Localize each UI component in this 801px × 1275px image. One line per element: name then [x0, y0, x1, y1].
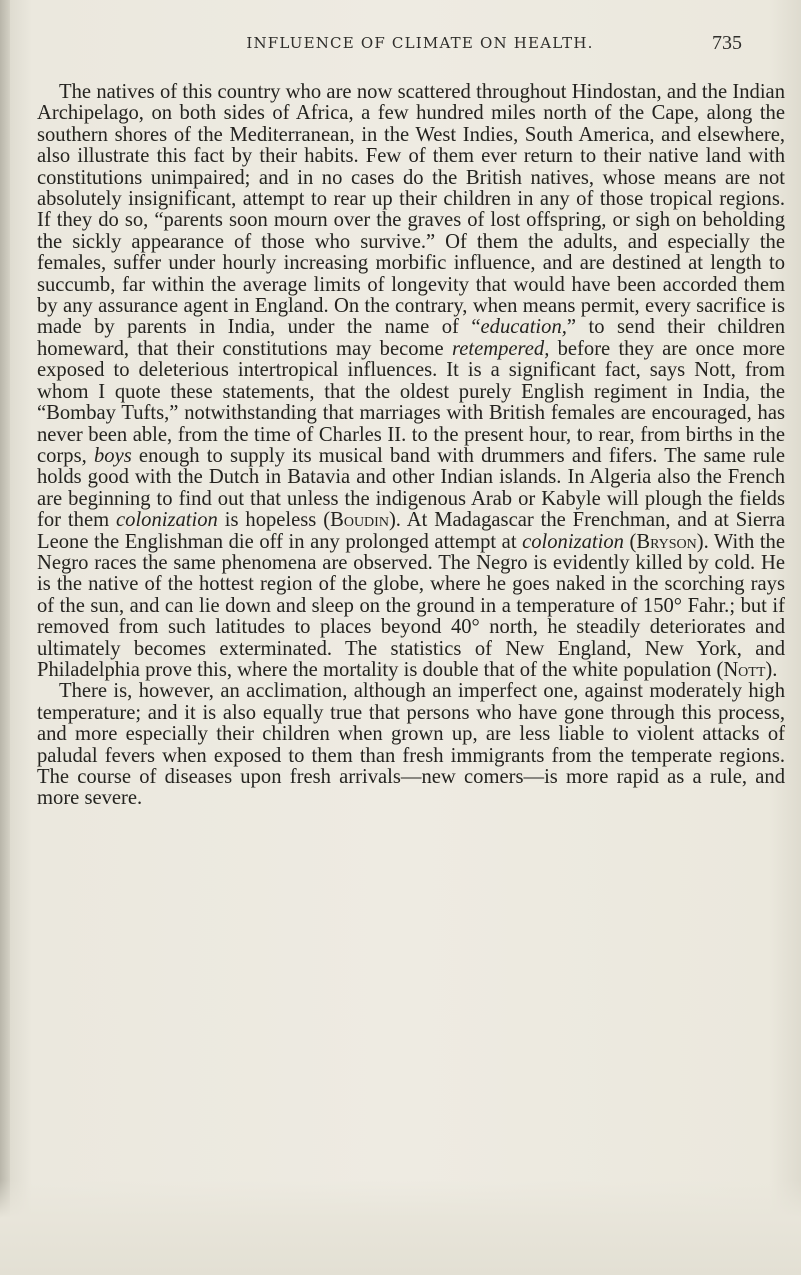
citation-bryson: Bryson [636, 530, 697, 553]
running-head: INFLUENCE OF CLIMATE ON HEALTH. [246, 34, 594, 52]
text-run: is hopeless ( [217, 509, 331, 532]
citation-nott: Nott [723, 658, 766, 681]
italic-term-education: education, [480, 316, 567, 339]
italic-term-retempered: retempered, [451, 337, 550, 360]
paragraph-2 [37, 681, 785, 809]
page-gutter-shadow [0, 0, 10, 1275]
text-run: ). With the Negro races the same phenomena are observed. The Negro is evidently killed by cold. He is the native of the hottest region of the globe, where he goes naked in the scorching rays of the sun, and can lie down and sleep on the ground in a temperature of 150° Fahr.; but if removed from such latitudes to places beyond 40° north, he steadily deteriorates and ultimately becomes exterminated. The statistics of New England, New York, and Philadelphia prove this, where the mortality is double that of the white population ( [37, 530, 785, 681]
text-run: ” to send their children homeward, that their constitutions may become [37, 316, 785, 360]
page-header [0, 34, 801, 62]
italic-term-colonization: colonization [116, 509, 218, 532]
page-number: 735 [712, 32, 742, 54]
text-run: ). At Madagascar the Frenchman, and at Sierra Leone the Englishman die off in any prolonged attempt at [37, 509, 785, 553]
italic-term-colonization: colonization [522, 530, 624, 553]
text-run: ( [623, 530, 637, 553]
text-run: There is, however, an acclimation, although an imperfect one, against moderately high temperature; and it is also equally true that persons who have gone through this process, and more especially their children when grown up, are less liable to violent attacks of paludal fevers when exposed to them than fresh immigrants from the temperate regions. The course of diseases upon fresh arrivals—new comers—is more rapid as a rule, and more severe. [37, 680, 785, 810]
text-run: The natives of this country who are now scattered throughout Hindostan, and the Indian Archipelago, on both sides of Africa, a few hundred miles north of the Cape, along the southern shores of the Mediterranean, in the West Indies, South America, and elsewhere, also illustrate this fact by their habits. Few of them ever return to their native land with constitutions unimpaired; and in no cases do the British natives, whose means are not absolutely insignificant, attempt to rear up their children in any of those tropical regions. If they do so, “parents soon mourn over the graves of lost offspring, or sigh on beholding the sickly appearance of those who survive.” Of them the adults, and especially the females, suffer under hourly increasing morbific influence, and are destined at length to succumb, far within the average limits of longevity that would have been accorded them by any assurance agent in England. On the contrary, when means permit, every sacrifice is made by parents in India, under the name of “ [37, 81, 785, 339]
body-text [37, 82, 785, 810]
citation-boudin: Boudin [330, 509, 389, 532]
text-run: ). [765, 658, 778, 681]
page-bottom-margin [0, 1180, 801, 1275]
paragraph-1 [37, 82, 785, 681]
text-run: enough to supply its musical band with drummers and fifers. The same rule holds good with the Dutch in Batavia and other Indian islands. In Algeria also the French are beginning to find out that unless the indigenous Arab or Kabyle will plough the fields for them [37, 444, 785, 532]
italic-term-boys: boys [93, 444, 132, 467]
text-run: before they are once more exposed to deleterious intertropical influences. It is a significant fact, says Nott, from whom I quote these statements, that the oldest purely English regiment in India, the “Bombay Tufts,” notwithstanding that marriages with British females are encouraged, has never been able, from the time of Charles II. to the present hour, to rear, from births in the corps, [37, 337, 785, 467]
